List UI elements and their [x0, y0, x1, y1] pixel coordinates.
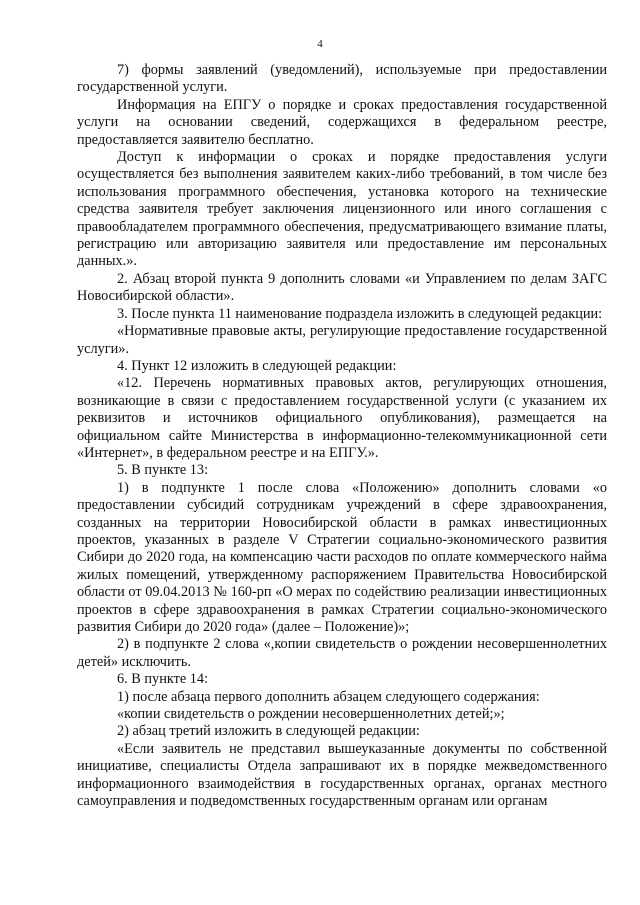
paragraph-epgu-info: Информация на ЕПГУ о порядке и сроках предоставления государственной услуги на основании сведений, содержащихся в федеральном реестре, предоставляется заявителю бесплатно.: [77, 96, 607, 148]
paragraph-amendment-4: 4. Пункт 12 изложить в следующей редакции:: [117, 357, 397, 374]
document-body: [77, 62, 607, 810]
paragraph-subitem-1: 1) в подпункте 1 после слова «Положению» дополнить словами «о предоставлении субсидий сотрудникам учреждений в сфере здравоохранения, созданных на территории Новосибирской области в рамках инвестиционных проектов, указанных в разделе V Стратегии социально-экономического развития Сибири до 2020 года, на компенсацию части расходов по оплате коммерческого найма жилых помещений, утвержденному распоряжением Правительства Новосибирской области от 09.04.2013 № 160-рп «О мерах по содействию реализации инвестиционных проектов в сфере здравоохранения в рамках Стратегии социально-экономического развития Сибири до 2020 года» (далее – Положение)»;: [77, 479, 607, 635]
paragraph-subsection-title: «Нормативные правовые акты, регулирующие предоставление государственной услуги».: [77, 323, 607, 357]
paragraph-subitem-2: 2) в подпункте 2 слова «,копии свидетельств о рождении несовершеннолетних детей» исключить.: [77, 636, 607, 670]
page-number: 4: [317, 38, 323, 50]
paragraph-quoted-insert: «копии свидетельств о рождении несовершеннолетних детей;»;: [117, 706, 505, 723]
paragraph-new-text: «Если заявитель не представил вышеуказанные документы по собственной инициативе, специалисты Отдела запрашивают их в порядке межведомственного информационного взаимодействия в государственных органах, органах местного самоуправления и подведомственных государственным органам или органам: [77, 740, 607, 810]
paragraph-amendment-2: 2. Абзац второй пункта 9 дополнить словами «и Управлением по делам ЗАГС Новосибирской области».: [77, 270, 607, 305]
paragraph-6-subitem-2: 2) абзац третий изложить в следующей редакции:: [117, 723, 420, 740]
paragraph-item-12: «12. Перечень нормативных правовых актов, регулирующих отношения, возникающие в связи с предоставлением государственной услуги (с указанием их реквизитов и источников официального опубликования), размещается на официальном сайте Министерства в информационно-телекоммуникационной сети «Интернет», в федеральном реестре и на ЕПГУ.».: [77, 375, 607, 461]
paragraph-access-info: Доступ к информации о сроках и порядке предоставления услуги осуществляется без выполнения заявителем каких-либо требований, в том числе без использования программного обеспечения, установка которого на технические средства заявителя требует заключения лицензионного или иного соглашения с правообладателем программного обеспечения, предусматривающего взимание платы, регистрацию или авторизацию заявителя или предоставление им персональных данных.».: [77, 149, 607, 270]
paragraph-item-7-forms: 7) формы заявлений (уведомлений), используемые при предоставлении государственной услуги.: [77, 62, 607, 96]
paragraph-amendment-5: 5. В пункте 13:: [117, 462, 209, 479]
paragraph-amendment-6: 6. В пункте 14:: [117, 671, 209, 688]
paragraph-amendment-3: 3. После пункта 11 наименование подраздела изложить в следующей редакции:: [117, 305, 603, 322]
paragraph-6-subitem-1: 1) после абзаца первого дополнить абзацем следующего содержания:: [117, 688, 540, 705]
